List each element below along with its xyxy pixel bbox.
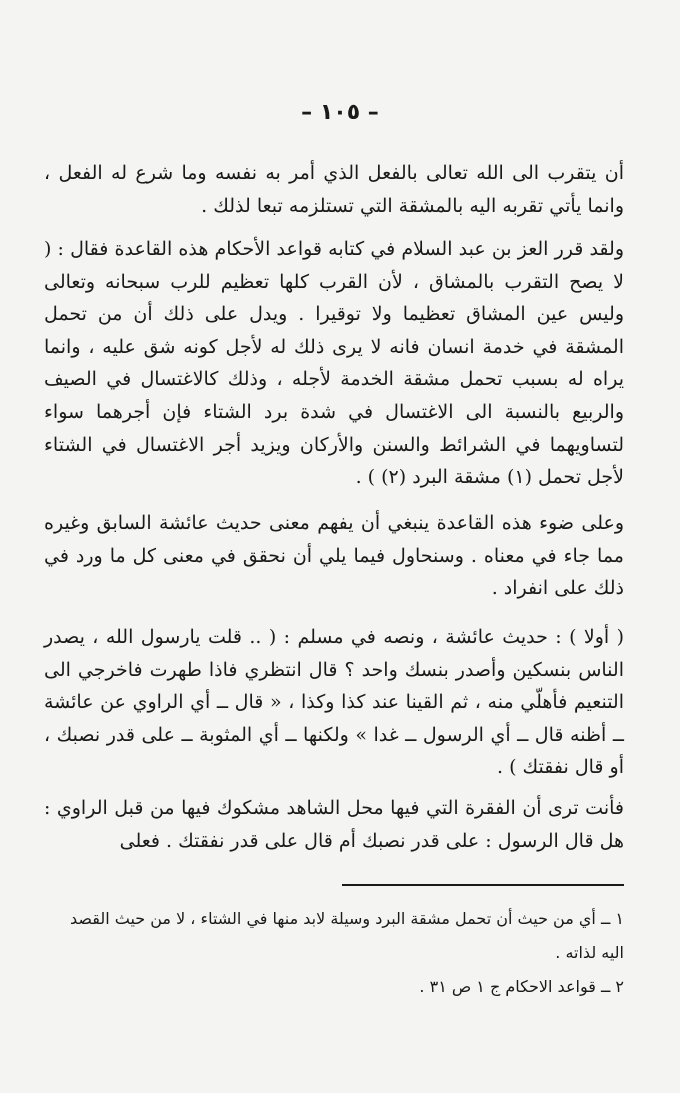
paragraph-text: ولقد قرر العز بن عبد السلام في كتابه قواعد الأحكام هذه القاعدة فقال : ( لا يصح التقرب بالمشاق ، لأن القرب كلها تعظيم للرب سبحانه وتعالى وليس عين المشاق تعظيما ولا توقيرا . ويدل على ذلك أن من تحمل المشقة في خدمة انسان فانه لا يرى ذلك له لأجل كونه شق عليه ، وانما يراه له بسبب تحمل مشقة الخدمة لأجله ، وذلك كالاغتسال في الصيف والربيع بالنسبة الى الاغتسال في شدة برد الشتاء فإن أجرهما سواء لتساويهما في الشرائط والسنن والأركان ويزيد أجر الاغتسال في الشتاء لأجل تحمل (١) مشقة البرد (٢) ) . xyxy=(44,238,624,489)
page-number: – ١٠٥ – xyxy=(301,100,379,125)
paragraph-2 xyxy=(44,233,624,494)
footnote-divider xyxy=(342,884,624,886)
footnote-1: ١ ــ أي من حيث أن تحمل مشقة البرد وسيلة لابد منها في الشتاء ، لا من حيث القصد اليه لذاته . xyxy=(69,909,624,962)
paragraph-text: أن يتقرب الى الله تعالى بالفعل الذي أمر به نفسه وما شرع له الفعل ، وانما يأتي تقربه اليه بالمشقة التي تستلزمه تبعا لذلك . xyxy=(44,162,624,217)
paragraph-4 xyxy=(44,621,624,784)
paragraph-text: ( أولا ) : حديث عائشة ، ونصه في مسلم : ( .. قلت يارسول الله ، يصدر الناس بنسكين وأصدر بنسك واحد ؟ قال انتظري فاذا طهرت فاخرجي الى التنعيم فأهلّي منه ، ثم القينا عند كذا وكذا ، « قال ــ أي الراوي عن عائشة ــ أظنه قال ــ أي الرسول ــ غدا » ولكنها ــ أي المثوبة ــ على قدر نصبك ، أو قال نفقتك ) . xyxy=(44,626,624,779)
footnote-2: ٢ ــ قواعد الاحكام ج ١ ص ٣١ . xyxy=(419,977,624,996)
paragraph-5 xyxy=(44,792,624,857)
paragraph-text: وعلى ضوء هذه القاعدة ينبغي أن يفهم معنى حديث عائشة السابق وغيره مما جاء في معناه . وسنحاول فيما يلي أن نحقق في معنى كل ما ورد في ذلك على انفراد . xyxy=(44,512,624,600)
footnotes xyxy=(44,902,624,1004)
paragraph-text: فأنت ترى أن الفقرة التي فيها محل الشاهد مشكوك فيها من قبل الراوي : هل قال الرسول : على قدر نصبك أم قال على قدر نفقتك . فعلى xyxy=(44,797,624,852)
paragraph-1 xyxy=(44,157,624,222)
paragraph-3 xyxy=(44,507,624,605)
